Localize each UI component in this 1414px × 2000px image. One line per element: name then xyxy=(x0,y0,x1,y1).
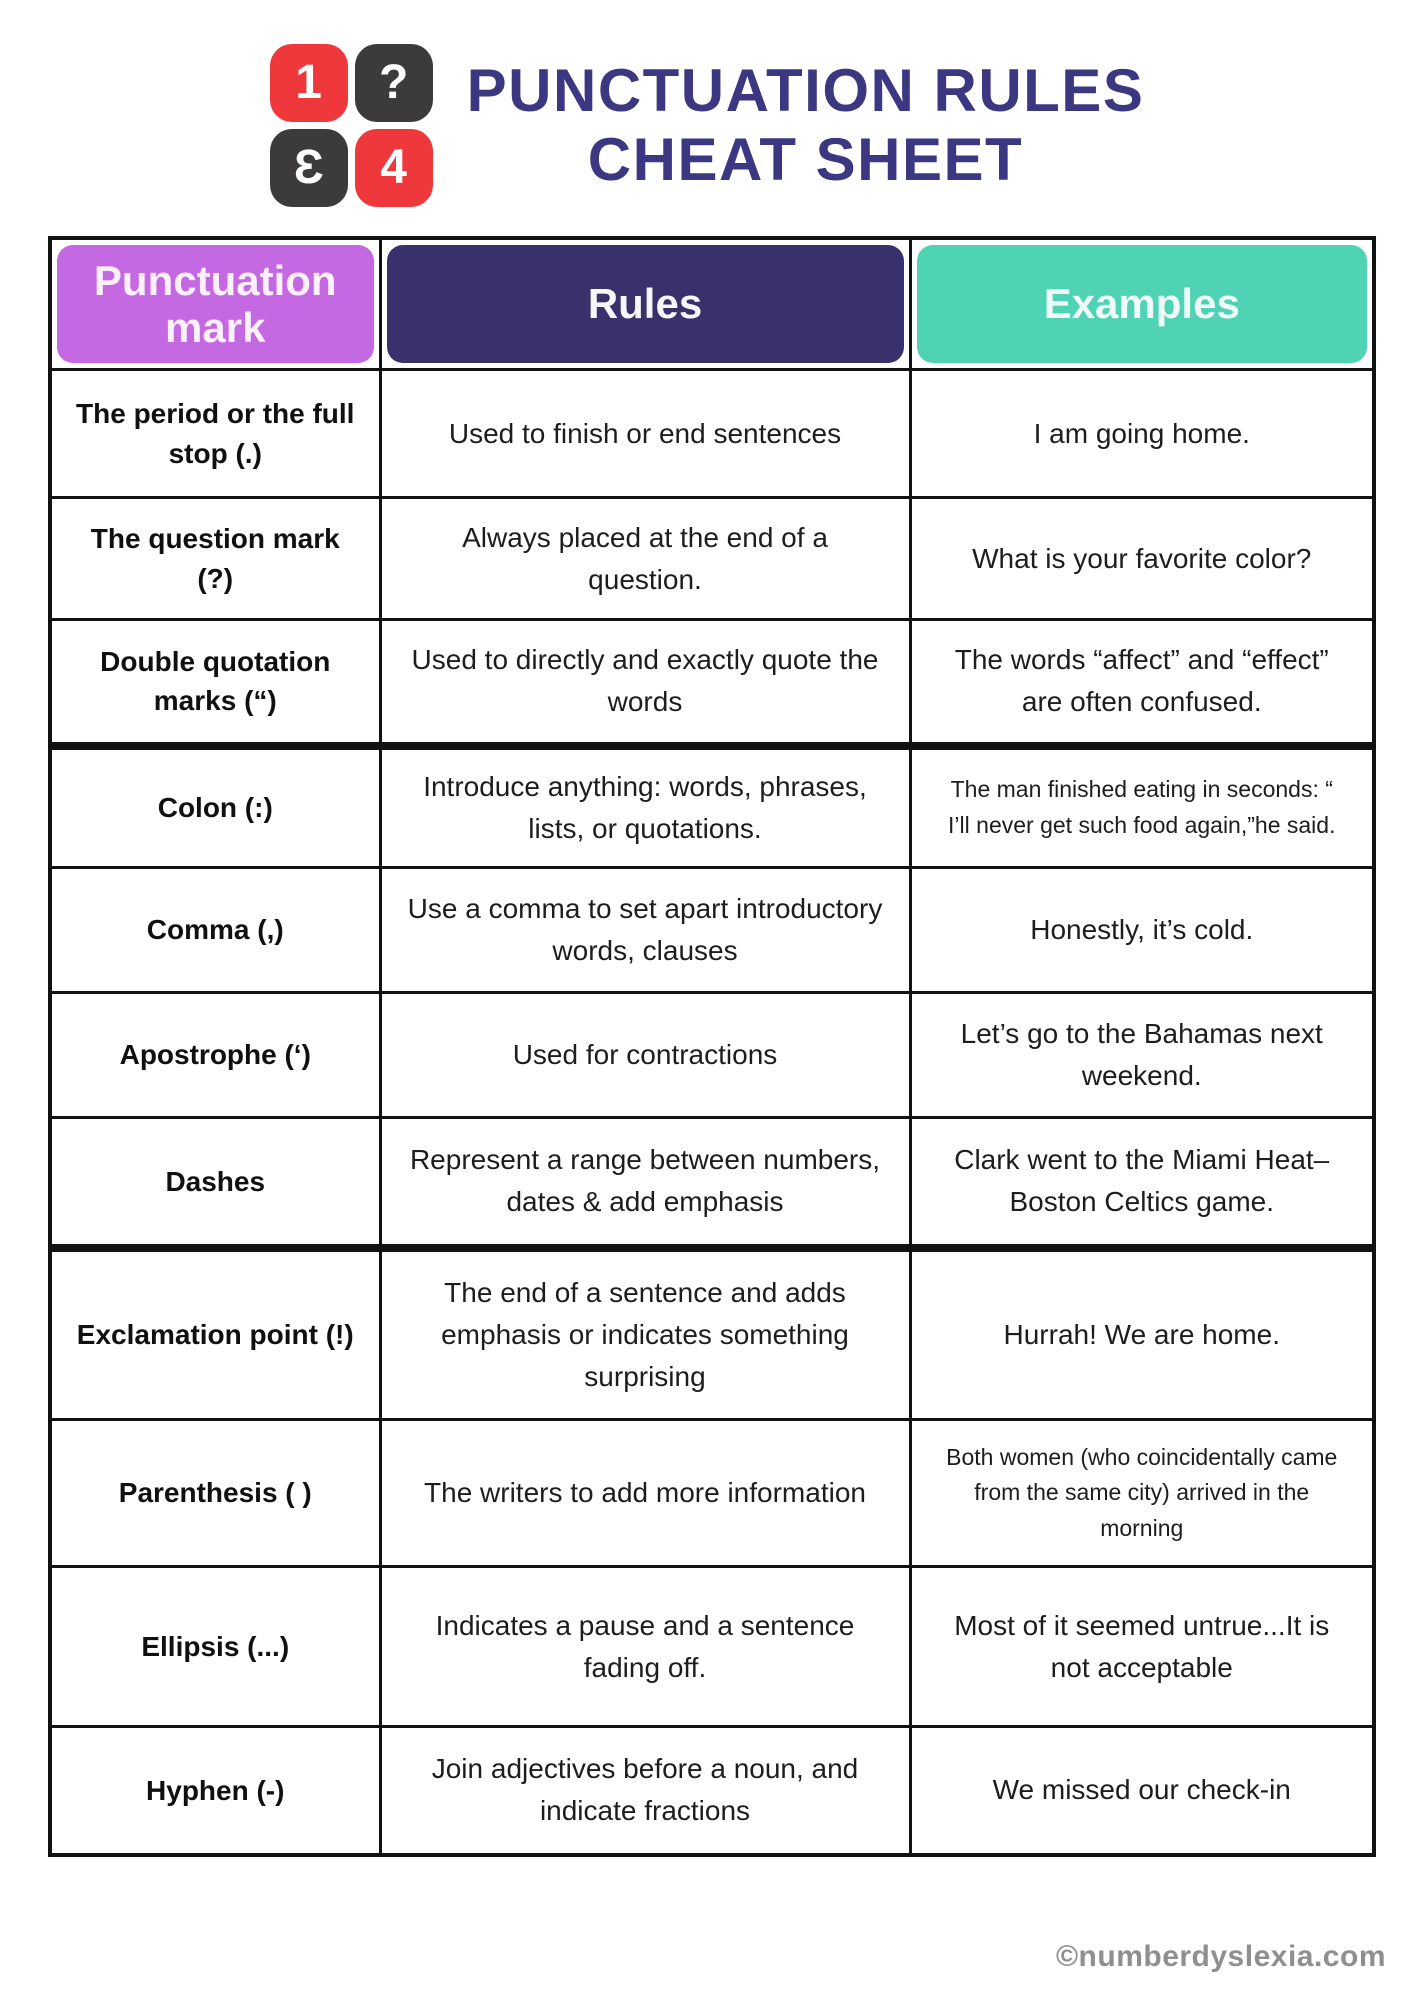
mark-cell: Apostrophe (‘) xyxy=(50,993,380,1118)
column-header-rules xyxy=(380,238,910,370)
example-cell: Most of it seemed untrue...It is not acceptable xyxy=(910,1567,1374,1727)
table-row-dashes xyxy=(50,1118,1374,1248)
rule-cell: Join adjectives before a noun, and indicate fractions xyxy=(380,1727,910,1855)
logo-tile-1-icon xyxy=(270,44,348,122)
rule-cell: Introduce anything: words, phrases, lists, or quotations. xyxy=(380,746,910,868)
table-row-comma xyxy=(50,868,1374,993)
logo-tile-4-label: 4 xyxy=(380,141,407,194)
example-cell: Both women (who coincidentally came from the same city) arrived in the morning xyxy=(910,1420,1374,1567)
example-cell: We missed our check-in xyxy=(910,1727,1374,1855)
example-cell: Honestly, it’s cold. xyxy=(910,868,1374,993)
mark-cell: Colon (:) xyxy=(50,746,380,868)
example-cell: Let’s go to the Bahamas next weekend. xyxy=(910,993,1374,1118)
example-cell: Clark went to the Miami Heat– Boston Celtics game. xyxy=(910,1118,1374,1248)
example-cell: What is your favorite color? xyxy=(910,498,1374,620)
rule-cell: Use a comma to set apart introductory words, clauses xyxy=(380,868,910,993)
mark-cell: The period or the full stop (.) xyxy=(50,370,380,498)
column-header-punctuation-mark-label: Punctuation mark xyxy=(57,245,374,363)
mark-cell: Parenthesis ( ) xyxy=(50,1420,380,1567)
site-credit: ©numberdyslexia.com xyxy=(1055,1940,1386,1973)
rule-cell: Used to finish or end sentences xyxy=(380,370,910,498)
rule-cell: Used to directly and exactly quote the words xyxy=(380,620,910,746)
punctuation-logo-icon xyxy=(270,44,433,207)
rule-cell: Used for contractions xyxy=(380,993,910,1118)
cheat-sheet-table-container xyxy=(48,236,1372,1857)
example-cell: The man finished eating in seconds: “ I’ll never get such food again,”he said. xyxy=(910,746,1374,868)
table-row-question-mark xyxy=(50,498,1374,620)
header-row xyxy=(50,238,1374,370)
example-cell: The words “affect” and “effect” are often confused. xyxy=(910,620,1374,746)
logo-tile-question-icon xyxy=(355,44,433,122)
table-row-apostrophe xyxy=(50,993,1374,1118)
column-header-examples xyxy=(910,238,1374,370)
column-header-examples-label: Examples xyxy=(917,245,1368,363)
mark-cell: Ellipsis (...) xyxy=(50,1567,380,1727)
logo-tile-1-label: 1 xyxy=(295,56,322,109)
logo-tile-4-icon xyxy=(355,129,433,207)
rule-cell: Indicates a pause and a sentence fading off. xyxy=(380,1567,910,1727)
cheat-sheet-table xyxy=(48,236,1376,1857)
table-row-parenthesis xyxy=(50,1420,1374,1567)
page-title-line1: PUNCTUATION RULES xyxy=(466,57,1145,124)
mark-cell: Dashes xyxy=(50,1118,380,1248)
mark-cell: Exclamation point (!) xyxy=(50,1248,380,1420)
page-title xyxy=(467,56,1145,194)
table-row-exclamation xyxy=(50,1248,1374,1420)
mark-cell: The question mark (?) xyxy=(50,498,380,620)
table-row-double-quotes xyxy=(50,620,1374,746)
table-row-period xyxy=(50,370,1374,498)
mark-cell: Double quotation marks (“) xyxy=(50,620,380,746)
logo-tile-3-icon xyxy=(270,129,348,207)
rule-cell: The end of a sentence and adds emphasis or indicates something surprising xyxy=(380,1248,910,1420)
column-header-rules-label: Rules xyxy=(387,245,904,363)
page-title-line2: CHEAT SHEET xyxy=(587,126,1024,193)
mark-cell: Hyphen (-) xyxy=(50,1727,380,1855)
mark-cell: Comma (,) xyxy=(50,868,380,993)
rule-cell: Always placed at the end of a question. xyxy=(380,498,910,620)
table-row-colon xyxy=(50,746,1374,868)
example-cell: I am going home. xyxy=(910,370,1374,498)
logo-tile-question-label: ? xyxy=(378,56,409,109)
example-cell: Hurrah! We are home. xyxy=(910,1248,1374,1420)
rule-cell: The writers to add more information xyxy=(380,1420,910,1567)
page-header xyxy=(0,0,1414,210)
column-header-punctuation-mark xyxy=(50,238,380,370)
rule-cell: Represent a range between numbers, dates & add emphasis xyxy=(380,1118,910,1248)
logo-tile-3-label: Ɛ xyxy=(293,141,324,194)
table-row-hyphen xyxy=(50,1727,1374,1855)
table-row-ellipsis xyxy=(50,1567,1374,1727)
